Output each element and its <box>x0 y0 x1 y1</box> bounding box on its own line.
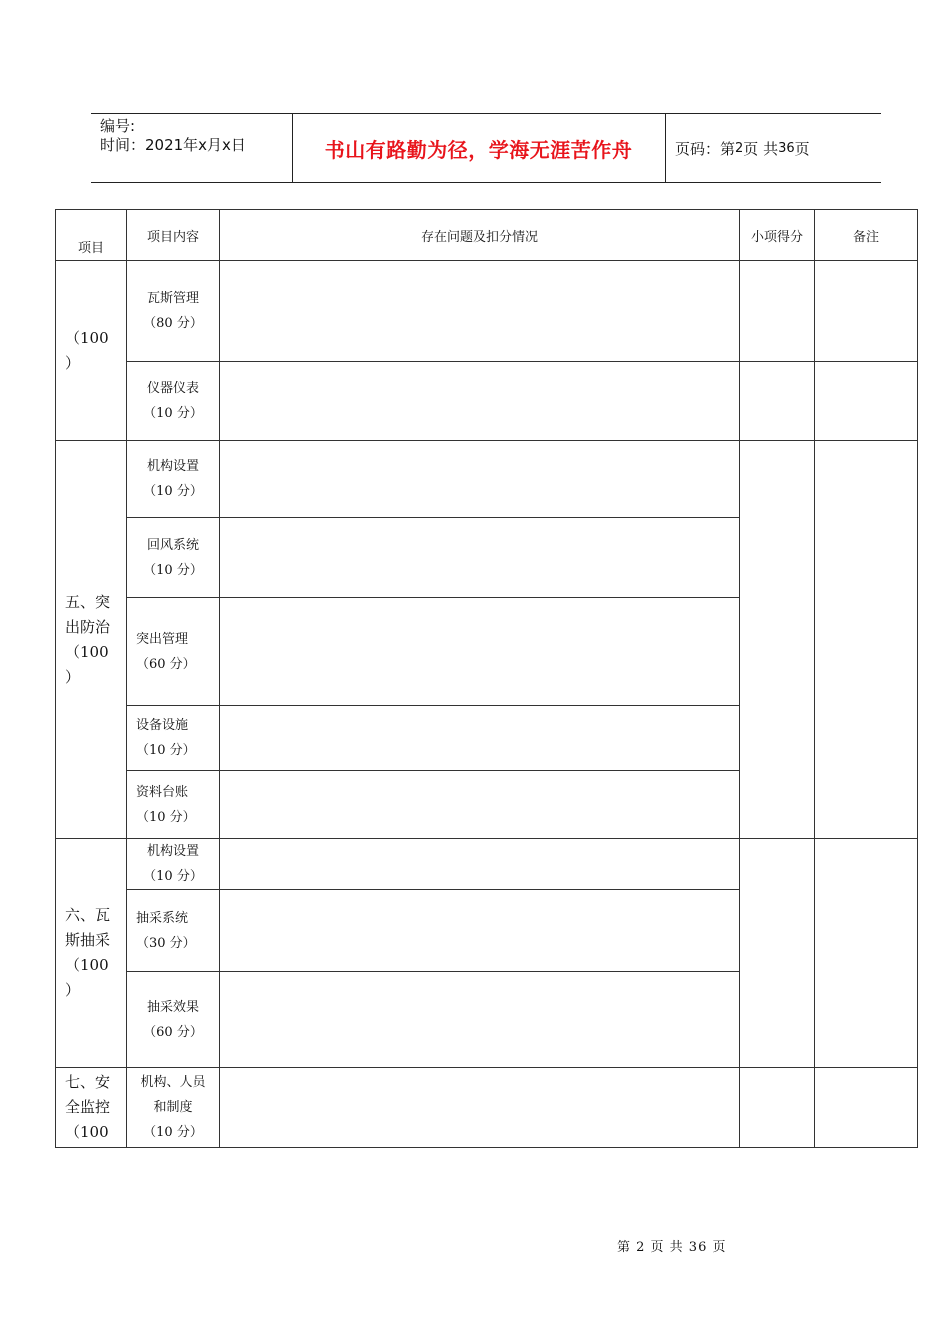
column-header-score: 小项得分 <box>740 210 815 261</box>
content-cell <box>127 771 220 839</box>
page-total: 36 <box>778 140 795 156</box>
page-suffix: 页 <box>794 139 810 158</box>
content-line: 突出管理 <box>136 631 189 647</box>
content-cell <box>127 598 220 706</box>
section-item-line: 斯抽采 <box>65 931 111 949</box>
table-row <box>56 362 918 441</box>
page-prefix: 页码：第 <box>675 139 736 158</box>
content-line: （10 分） <box>143 406 203 421</box>
content-line: 机构、人员 <box>140 1075 206 1090</box>
content-line: （60 分） <box>143 1024 203 1040</box>
column-header-content: 项目内容 <box>127 210 220 261</box>
section-item-line: ） <box>65 353 81 372</box>
score-cell[interactable] <box>740 839 815 1068</box>
header-motto: 书山有路勤为径，学海无涯苦作舟 <box>324 137 633 162</box>
content-cell <box>127 706 220 771</box>
issues-cell[interactable] <box>220 1068 740 1148</box>
issues-cell[interactable] <box>220 441 740 518</box>
section-item-line: （100 <box>65 1123 109 1141</box>
issues-cell[interactable] <box>220 261 740 362</box>
header-divider <box>665 114 666 182</box>
content-cell <box>127 890 220 972</box>
remarks-cell[interactable] <box>815 261 918 362</box>
content-cell <box>127 1068 220 1148</box>
issues-cell[interactable] <box>220 362 740 441</box>
content-line: 和制度 <box>153 1100 193 1115</box>
section-item-line: 五、突 <box>65 592 111 611</box>
score-cell[interactable] <box>740 261 815 362</box>
content-line: 抽采效果 <box>146 999 199 1015</box>
content-line: （10 分） <box>143 869 203 884</box>
document-number-label: 编号: <box>100 117 136 135</box>
content-line: （10 分） <box>143 1125 203 1140</box>
document-header <box>91 113 881 183</box>
content-line: 机构设置 <box>146 459 199 474</box>
content-line: （10 分） <box>143 484 203 499</box>
section-item-line: ） <box>65 981 81 999</box>
issues-cell[interactable] <box>220 890 740 972</box>
remarks-cell[interactable] <box>815 362 918 441</box>
table-row <box>56 839 918 890</box>
header-meta <box>100 117 246 155</box>
page-current: 2 <box>735 140 744 156</box>
content-line: （80 分） <box>143 316 203 331</box>
section-item-cell <box>56 441 127 839</box>
column-header-remarks: 备注 <box>815 210 918 261</box>
section-item-line: （100 <box>65 328 109 347</box>
inspection-table <box>55 209 918 1148</box>
table-row <box>56 261 918 362</box>
score-cell[interactable] <box>740 362 815 441</box>
issues-cell[interactable] <box>220 518 740 598</box>
table-header-row <box>56 210 918 261</box>
score-cell[interactable] <box>740 441 815 839</box>
section-item-cell <box>56 1068 127 1148</box>
content-line: （60 分） <box>136 656 196 672</box>
content-line: （10 分） <box>136 809 196 825</box>
content-line: （30 分） <box>136 935 196 951</box>
page-mid: 页 共 <box>743 139 779 158</box>
content-line: 机构设置 <box>146 844 199 859</box>
content-line: 抽采系统 <box>136 910 189 926</box>
content-line: 瓦斯管理 <box>146 291 199 306</box>
content-cell <box>127 261 220 362</box>
section-item-line: 全监控 <box>65 1098 111 1116</box>
issues-cell[interactable] <box>220 972 740 1068</box>
table-row <box>56 441 918 518</box>
content-line: （10 分） <box>136 743 196 758</box>
content-line: 仪器仪表 <box>146 381 199 396</box>
content-line: 设备设施 <box>136 718 189 733</box>
section-item-cell <box>56 839 127 1068</box>
section-item-line: （100 <box>65 956 109 974</box>
score-cell[interactable] <box>740 1068 815 1148</box>
issues-cell[interactable] <box>220 706 740 771</box>
column-header-issues: 存在问题及扣分情况 <box>220 210 740 261</box>
section-item-cell <box>56 261 127 441</box>
content-cell <box>127 362 220 441</box>
content-cell <box>127 441 220 518</box>
remarks-cell[interactable] <box>815 1068 918 1148</box>
content-line: 资料台账 <box>136 784 189 800</box>
content-cell <box>127 972 220 1068</box>
column-header-item: 项目 <box>56 210 127 261</box>
document-time: 时间：2021年x月x日 <box>100 136 246 154</box>
content-cell <box>127 839 220 890</box>
issues-cell[interactable] <box>220 839 740 890</box>
header-page-number <box>675 114 810 182</box>
section-item-line: 七、安 <box>65 1073 111 1091</box>
remarks-cell[interactable] <box>815 441 918 839</box>
section-item-line: （100 <box>65 642 109 661</box>
content-line: （10 分） <box>143 562 203 578</box>
content-line: 回风系统 <box>146 537 199 553</box>
page-footer: 第 2 页 共 36 页 <box>617 1240 727 1255</box>
content-cell <box>127 518 220 598</box>
remarks-cell[interactable] <box>815 839 918 1068</box>
table-row <box>56 1068 918 1148</box>
issues-cell[interactable] <box>220 598 740 706</box>
issues-cell[interactable] <box>220 771 740 839</box>
section-item-line: 出防治 <box>65 617 111 636</box>
section-item-line: 六、瓦 <box>65 906 111 924</box>
section-item-line: ） <box>65 667 81 686</box>
